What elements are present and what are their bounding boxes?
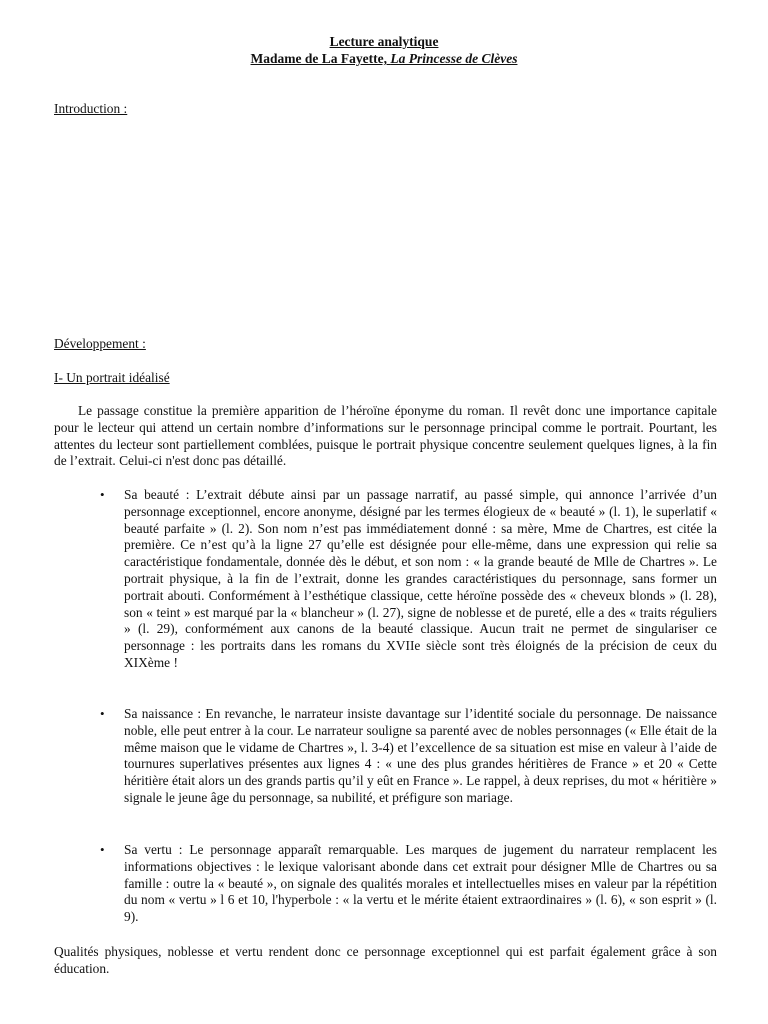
heading-developpement: Développement : [54,336,146,351]
document-title [0,34,768,50]
title-line-1: Lecture analytique [329,34,439,49]
heading-introduction: Introduction : [54,101,128,116]
bullet-marker: • [100,706,105,721]
document-subtitle [0,51,768,67]
bullet-marker: • [100,842,105,857]
conclusion-paragraph: Qualités physiques, noblesse et vertu rendent donc ce personnage exceptionnel qui est parfait également grâce à son éducation. [54,944,717,976]
bullet-marker: • [100,487,105,502]
bullet-naissance: Sa naissance : En revanche, le narrateur insiste davantage sur l’identité sociale du personnage. De naissance noble, elle peut entrer à la cour. Le narrateur souligne sa parenté avec de nobles personnages (« Elle était de la même maison que le vidame de Chartres », l. 3-4) et l’excellence de sa situation est mise en valeur à l’aide de tournures superlatives présentes aux lignes 4 : « une des plus grandes héritières de France » et 20 « Cette héritière était alors un des grands partis qu’il y eût en France ». Le rappel, à deux reprises, du mot « héritière » signale le jeune âge du personnage, sa nubilité, et préfigure son mariage. [124,706,717,805]
title-work: La Princesse de Clèves [390,51,518,66]
intro-paragraph: Le passage constitue la première apparition de l’héroïne éponyme du roman. Il revêt donc une importance capitale pour le lecteur qui attend un certain nombre d’informations sur le personnage principal comme le portrait. Pourtant, les attentes du lecteur sont partiellement comblées, puisque le portrait physique concentre seulement quelques lignes, à la fin de l’extrait. Celui-ci n'est donc pas détaillé. [54,403,717,469]
bullet-beaute: Sa beauté : L’extrait débute ainsi par un passage narratif, au passé simple, qui annonce l’arrivée d’un personnage exceptionnel, encore anonyme, désigné par les termes élogieux de « beauté » (l. 1), le superlatif « beauté parfaite » (l. 2). Son nom n’est pas immédiatement donné : sa mère, Mme de Chartres, est citée la première. Ce n’est qu’à la ligne 27 qu’elle est désignée pour elle-même, dans une expression qui relie sa caractéristique fondamentale, donnée dès le début, et son nom : « la grande beauté de Mlle de Chartres ». Le portrait physique, à la fin de l’extrait, donne les grandes caractéristiques du personnage, sans former un portrait abouti. Conformément à l’esthétique classique, cette héroïne possède des « cheveux blonds » (l. 28), son « teint » est marqué par la « blancheur » (l. 27), signe de noblesse et de pureté, elle a des « traits réguliers » (l. 29), conformément aux canons de la beauté classique. Aucun trait ne permet de singulariser ce personnage : les portraits dans les romans du XVIIe siècle sont très éloignés de la précision de ceux du XIXème ! [124,487,717,670]
title-author: Madame de La Fayette, [250,51,391,66]
heading-part-1: I- Un portrait idéalisé [54,370,170,385]
bullet-vertu: Sa vertu : Le personnage apparaît remarquable. Les marques de jugement du narrateur remplacent les informations objectives : le lexique valorisant abonde dans cet extrait pour désigner Mlle de Chartres ou sa famille : outre la « beauté », on signale des qualités morales et intellectuelles mises en valeur par la répétition du nom « vertu » l 6 et 10, l'hyperbole : « la vertu et le mérite étaient extraordinaires » (l. 6), « son esprit » (l. 9). [124,842,717,925]
